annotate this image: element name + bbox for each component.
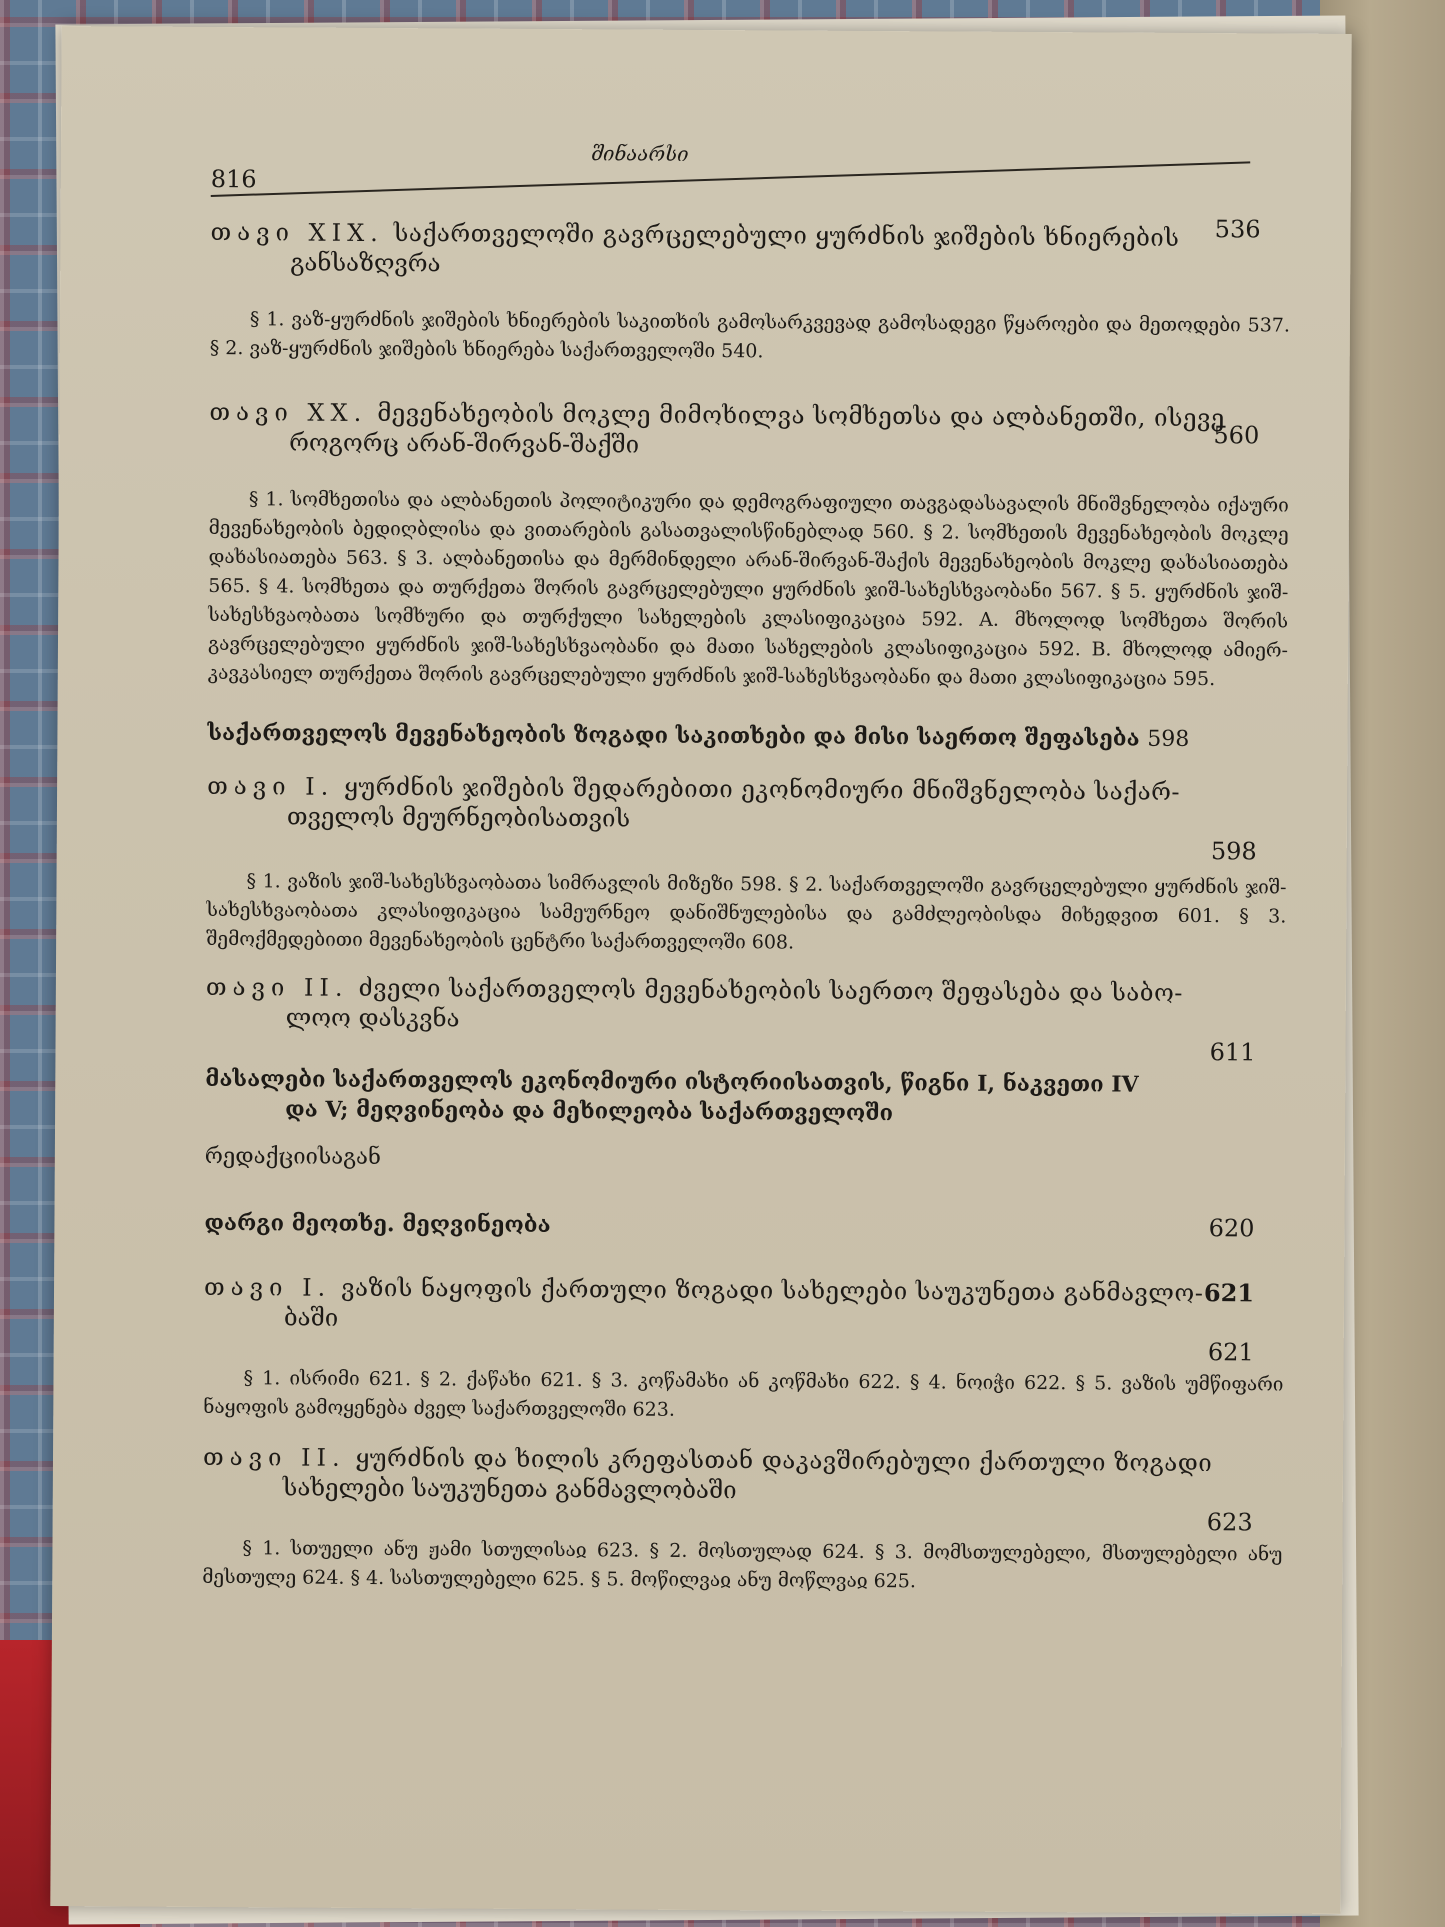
chapter-label: თავი XX. [209, 397, 368, 427]
page-number: 816 [210, 164, 257, 194]
section-title: საქართველოს მევენახეობის ზოგადი საკითხები და მისი საერთო შეფასება [207, 719, 1140, 752]
entry-page: 623 [1206, 1508, 1253, 1537]
section-title: მასალები საქართველოს ეკონომიური ისტორიისათვის, წიგნი I, ნაკვეთი IV [205, 1065, 1139, 1098]
entry-page: 621 [1203, 1278, 1255, 1308]
entry-page-second: 621 [1207, 1338, 1254, 1367]
toc-entry [205, 972, 1286, 1067]
chapter-label: თავი XIX. [210, 217, 384, 248]
toc-entry [210, 217, 1291, 370]
chapter-summary: § 1. ვაზის ჯიშ-სახესხვაობათა სიმრავლის მიზეზი 598. § 2. საქართველოში გავრცელებული ყურძნის ჯიშ-სახესხვაობათა კლასიფიკაცია სამეურნეო დანიშნულებისა და გამძლეობისდა მიხედვით 601. § 3. შემოქმედებითი მევენახეობის ცენტრი საქართველოში 608. [206, 870, 1287, 954]
chapter-summary: § 1. ვაზ-ყურძნის ჯიშების ხნიერების საკითხის გამოსარკვევად გამოსადეგი წყაროები და მეთოდები 537. § 2. ვაზ-ყურძნის ჯიშების ხნიერება საქართველოში 540. [209, 308, 1291, 363]
entry-page: 560 [1213, 421, 1260, 450]
page-header [211, 127, 1291, 194]
toc-entry [208, 397, 1290, 695]
chapter-title: ყურძნის ჯიშების შედარებითი ეკონომიური მნიშვნელობა საქარ- [344, 772, 1181, 806]
chapter-title: მევენახეობის მოკლე მიმოხილვა სომხეთსა და ალბანეთში, ისევე [377, 399, 1225, 433]
chapter-title: ყურძნის და ხილის კრეფასთან დაკავშირებული ქართული ზოგადი [355, 1443, 1213, 1478]
toc-entry [203, 1272, 1284, 1429]
header-rule [211, 161, 1251, 197]
section-heading [207, 718, 1287, 756]
chapter-title: ძველი საქართველოს მევენახეობის საერთო შეფასება და საბო- [358, 973, 1184, 1007]
chapter-title: ვაზის ნაყოფის ქართული ზოგადი სახელები საუკუნეთა განმავლო- [341, 1273, 1204, 1308]
toc-entry [202, 1442, 1283, 1599]
book-page [50, 26, 1351, 1914]
chapter-title: საქართველოში გავრცელებული ყურძნის ჯიშების ხნიერების [393, 219, 1180, 252]
section-page: 620 [1208, 1214, 1255, 1243]
chapter-summary: § 1. სომხეთისა და ალბანეთის პოლიტიკური და დემოგრაფიული თავგადასავალის მნიშვნელობა იქაური მევენახეობის ბედიღბლისა და ვითარების გასათვალისწინებლად 560. § 2. სომხეთის მევენახეობის მოკლე დახასიათება 563. § 3. ალბანეთისა და მერმინდელი არან-შირვან-შაქის მევენახეობის მოკლე დახასიათება 565. § 4. სომხეთა და თურქეთა შორის გავრცელებული ყურძნის ჯიშ-სახესხვაობანი 567. § 5. ყურძნის ჯიშ-სახესხვაობათა სომხური და თურქული სახელების კლასიფიკაცია 592. A. მხოლოდ სომხეთა შორის გავრცელებული ყურძნის ჯიშ-სახესხვაობანი და მათი სახელების კლასიფიკაცია 592. B. მხოლოდ ამიერ-კავკასიელ თურქეთა შორის გავრცელებული ყურძნის ჯიშ-სახესხვაობანი და მათი კლასიფიკაცია 595. [207, 488, 1289, 691]
chapter-title-cont: სახელები საუკუნეთა განმავლობაში [282, 1473, 737, 1505]
chapter-title-cont: განსაზღვრა [290, 248, 441, 278]
section-page: 598 [1147, 726, 1190, 752]
chapter-label: თავი II. [205, 972, 349, 1002]
chapter-title-cont: ბაში [283, 1303, 339, 1332]
chapter-summary: § 1. სთუელი ანუ ჟამი სთულისაჲ 623. § 2. მოსთულად 624. § 3. მომსთულებელი, მსთულებელი ანუ მესთულე 624. § 4. სასთულებელი 625. § 5. მოწილვაჲ ანუ მოწლვაჲ 625. [202, 1537, 1283, 1593]
chapter-title-cont: როგორც არან-შირვან-შაქში [289, 428, 640, 459]
chapter-title-cont: თველოს მეურნეობისათვის [286, 802, 631, 833]
entry-page: 598 [1210, 837, 1257, 866]
editorial-note: რედაქციისაგან [204, 1143, 381, 1171]
table-of-contents [202, 127, 1291, 1599]
running-title: შინაარსი [590, 141, 689, 166]
chapter-label: თავი II. [202, 1442, 346, 1472]
toc-entry [206, 771, 1287, 961]
chapter-title-cont: ლოო დასკვნა [285, 1003, 460, 1033]
section-title: დარგი მეოთხე. მეღვინეობა [204, 1209, 551, 1239]
toc-section [207, 718, 1287, 756]
toc-section [205, 1064, 1286, 1179]
section-title-cont: და V; მეღვინეობა და მეხილეობა საქართველოში [285, 1096, 894, 1127]
entry-page: 536 [1214, 215, 1261, 244]
toc-section [204, 1208, 1284, 1245]
chapter-label: თავი I. [203, 1272, 332, 1302]
chapter-label: თავი I. [207, 771, 335, 801]
chapter-summary: § 1. ისრიმი 621. § 2. ქაწახი 621. § 3. კოწამახი ან კოწმახი 622. § 4. ნოიჭი 622. § 5. ვაზის უმწიფარი ნაყოფის გამოყენება ძველ საქართველოში 623. [203, 1367, 1284, 1421]
entry-page: 611 [1209, 1038, 1256, 1067]
